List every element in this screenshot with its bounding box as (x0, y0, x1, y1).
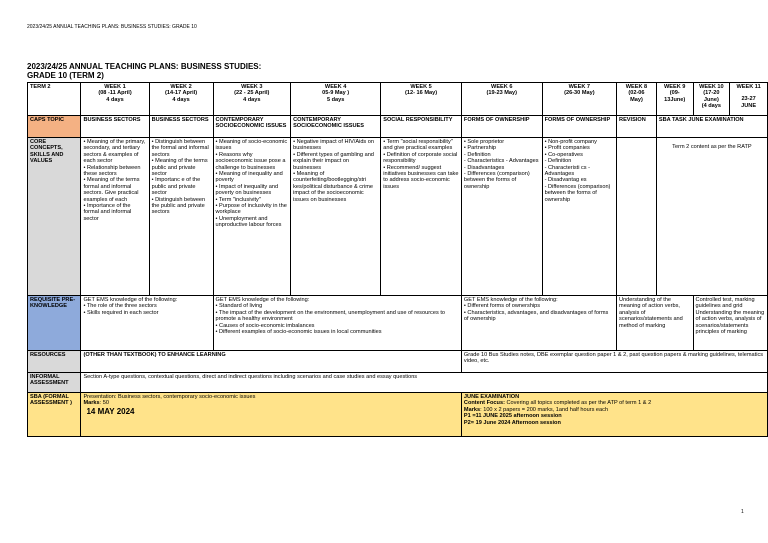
week-5-header: WEEK 5 (12- 16 May) (381, 83, 462, 116)
title-line-2: GRADE 10 (TERM 2) (27, 71, 104, 80)
prereq-weeks-6-7: GET EMS knowledge of the following: • Different forms of ownerships • Characteristics, advantages, and disadvantages of forms of ownership (461, 296, 616, 351)
week-4-header: WEEK 4 05-9 May ) 5 days (291, 83, 381, 116)
core-week-1: • Meaning of the primary, secondary, and tertiary sectors & examples of each sector • Relationship between these sectors • Meaning of the terms formal and informal sectors. Give practical examples of each • Importance of the formal and informal sector (81, 138, 149, 296)
title-line-1: 2023/24/25 ANNUAL TEACHING PLANS: BUSINESS STUDIES: (27, 62, 262, 71)
core-week-9-11: Term 2 content as per the RATP (656, 138, 767, 296)
prereq-weeks-3-5: GET EMS knowledge of the following: • Standard of living • The impact of the development on the environment, unemployment and use of resources to promote a healthy environment • Causes of socio-economic imbalances • Different examples of socio-economic issues in local communities (213, 296, 461, 351)
caps-topic-week-8: REVISION (617, 116, 657, 138)
week-3-header: WEEK 3 (22 - 25 April) 4 days (213, 83, 291, 116)
sba-exam: JUNE EXAMINATION Content Focus: Covering all topics completed as per the ATP of term 1 & 2 Marks: 100 x 2 papers = 200 marks, 1and half hours each P1 =11 JUNE 2025 afternoon session P2= 19 June 2024 Afternoon session (461, 393, 767, 437)
caps-topic-week-3: CONTEMPORARY SOCIOECONOMIC ISSUES (213, 116, 291, 138)
prereq-label: REQUISITE PRE-KNOWLEDGE (28, 296, 81, 351)
core-week-7: • Non-profit company • Profit companies • Co-operatives - Definition - Characteristi cs - Advantages - Disadvantag es - Differences (comparison) between the forms of ownership (542, 138, 616, 296)
week-1-header: WEEK 1 (08 -11 April) 4 days (81, 83, 149, 116)
week-7-header: WEEK 7 (26-30 May) (542, 83, 616, 116)
core-week-6: • Sole proprietor • Partnership - Definition - Characteristics - Advantages - Disadvantages - Differences (comparison) between the forms of ownership (461, 138, 542, 296)
header-row (28, 83, 768, 116)
caps-topic-row (28, 116, 768, 138)
core-week-2: • Distinguish between the formal and informal sectors • Meaning of the terms public and private sector • Importanc e of the public and private sector • Distinguish between the public and private sectors (149, 138, 213, 296)
resources-intro: (OTHER THAN TEXTBOOK) TO ENHANCE LEARNING (81, 351, 461, 373)
week-6-header: WEEK 6 (19-23 May) (461, 83, 542, 116)
week-8-header: WEEK 8 (02-06 May) (617, 83, 657, 116)
week-11-header: WEEK 11 23-27 JUNE (730, 83, 768, 116)
caps-topic-week-4: CONTEMPORARY SOCIOECONOMIC ISSUES (291, 116, 381, 138)
core-week-4: • Negative impact of HIV/Aids on businesses • Different types of gambling and explain their impact on businesses • Meaning of counterfeiting/bootlegging/stri kes/political disturbance & crime impact of the socioeconomic issues on businesses (291, 138, 381, 296)
core-concepts-row (28, 138, 768, 296)
sba-row (28, 393, 768, 437)
caps-topic-week-6: FORMS OF OWNERSHIP (461, 116, 542, 138)
informal-assessment-row (28, 373, 768, 393)
prereq-weeks-1-2: GET EMS knowledge of the following: • The role of the three sectors • Skills required in each sector (81, 296, 213, 351)
document-title (27, 62, 261, 80)
resources-list: Grade 10 Bus Studies notes, DBE exemplar question paper 1 & 2, past question papers & marking guidelines, telematics video, etc. (461, 351, 767, 373)
sba-task: Presentation: Business sectors, contemporary socio-economic issues Marks: 50 14 MAY 2024 (81, 393, 461, 437)
caps-topic-label: CAPS TOPIC (28, 116, 81, 138)
caps-topic-week-9-11: SBA TASK JUNE EXAMINATION (656, 116, 767, 138)
core-concepts-label: CORE CONCEPTS, SKILLS AND VALUES (28, 138, 81, 296)
caps-topic-week-7: FORMS OF OWNERSHIP (542, 116, 616, 138)
page-number: 1 (741, 509, 744, 515)
running-header: 2023/24/25 ANNUAL TEACHING PLANS: BUSINESS STUDIES: GRADE 10 (27, 24, 197, 30)
term-cell: TERM 2 (28, 83, 81, 116)
teaching-plan-table (27, 82, 768, 437)
week-9-header: WEEK 9 (09- 13June) (656, 83, 693, 116)
resources-row (28, 351, 768, 373)
core-week-8 (617, 138, 657, 296)
caps-topic-week-5: SOCIAL RESPONSIBILITY (381, 116, 462, 138)
caps-topic-week-2: BUSINESS SECTORS (149, 116, 213, 138)
core-week-3: • Meaning of socio-economic issues • Reasons why socioeconomic issue pose a challenge to businesses • Meaning of inequality and poverty • Impact of inequality and poverty on businesses • Term "inclusivity" • Purpose of inclusivity in the workplace • Unemployment and unproductive labour forces (213, 138, 291, 296)
resources-label: RESOURCES (28, 351, 81, 373)
informal-assessment-label: INFORMAL ASSESSMENT (28, 373, 81, 393)
sba-label: SBA (FORMAL ASSESSMENT ) (28, 393, 81, 437)
caps-topic-week-1: BUSINESS SECTORS (81, 116, 149, 138)
week-10-header: WEEK 10 (17-20 June) (4 days (693, 83, 730, 116)
prereq-weeks-8-9: Understanding of the meaning of action verbs, analysis of scenarios/statements and method of marking (617, 296, 694, 351)
prereq-weeks-10-11: Controlled test, marking guidelines and grid Understanding the meaning of action verbs, analysis of scenarios/statements principles of marking (693, 296, 767, 351)
prereq-row (28, 296, 768, 351)
week-2-header: WEEK 2 (14-17 April) 4 days (149, 83, 213, 116)
core-week-5: • Term "social responsibility" and give practical examples • Definition of corporate social responsibility • Recommend/ suggest initiatives businesses can take to address socio-economic issues (381, 138, 462, 296)
informal-assessment-text: Section A-type questions, contextual questions, direct and indirect questions including scenarios and case studies and essay questions (81, 373, 768, 393)
